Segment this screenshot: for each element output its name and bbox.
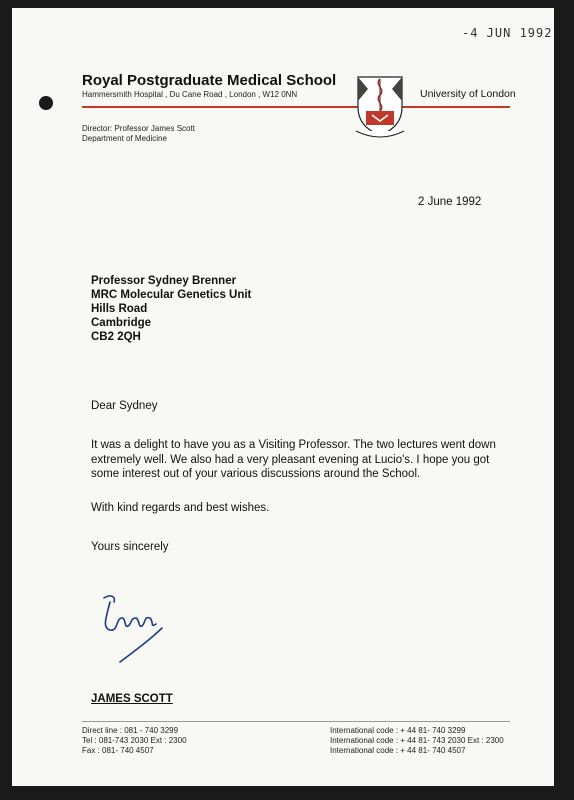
letter-date: 2 June 1992: [418, 196, 482, 208]
footer-tel: Tel : 081-743 2030 Ext : 2300: [82, 736, 187, 745]
university-name: University of London: [420, 88, 516, 100]
closing-line: Yours sincerely: [91, 541, 169, 553]
received-date-stamp: -4 JUN 1992: [462, 26, 553, 40]
recipient-city: Cambridge: [91, 317, 152, 329]
punch-hole: [39, 96, 53, 110]
salutation: Dear Sydney: [91, 400, 158, 412]
footer-rule: [82, 721, 510, 722]
recipient-name: Professor Sydney Brenner: [91, 275, 237, 287]
school-name: Royal Postgraduate Medical School: [82, 72, 337, 89]
footer-international: [330, 726, 504, 756]
signer-name: JAMES SCOTT: [91, 693, 173, 705]
coat-of-arms-icon: [352, 71, 408, 141]
body-paragraph: It was a delight to have you as a Visiting Professor. The two lectures went down extremely well. We also had a very pleasant evening at Lucio's. I hope you got some interest out of your various discussions around the School.: [91, 439, 496, 480]
director-line: Director: Professor James Scott: [82, 124, 195, 133]
recipient-org: MRC Molecular Genetics Unit: [91, 289, 252, 301]
regards-line: With kind regards and best wishes.: [91, 502, 270, 514]
footer-intl-tel: International code : + 44 81- 743 2030 Ext : 2300: [330, 736, 504, 745]
footer-fax: Fax : 081- 740 4507: [82, 746, 154, 755]
footer-direct-line: Direct line : 081 - 740 3299: [82, 726, 179, 735]
footer-intl-direct: International code : + 44 81- 740 3299: [330, 726, 466, 735]
recipient-postcode: CB2 2QH: [91, 331, 141, 343]
school-address: Hammersmith Hospital , Du Cane Road , London , W12 0NN: [82, 90, 298, 99]
department-line: Department of Medicine: [82, 134, 167, 143]
letterhead-rule: [82, 106, 510, 108]
handwritten-signature: [96, 588, 186, 668]
letter-page: [12, 8, 554, 786]
footer-intl-fax: International code : + 44 81- 740 4507: [330, 746, 466, 755]
recipient-street: Hills Road: [91, 303, 148, 315]
footer-contacts: [82, 726, 187, 756]
director-block: [82, 124, 195, 144]
recipient-address: [91, 274, 251, 344]
